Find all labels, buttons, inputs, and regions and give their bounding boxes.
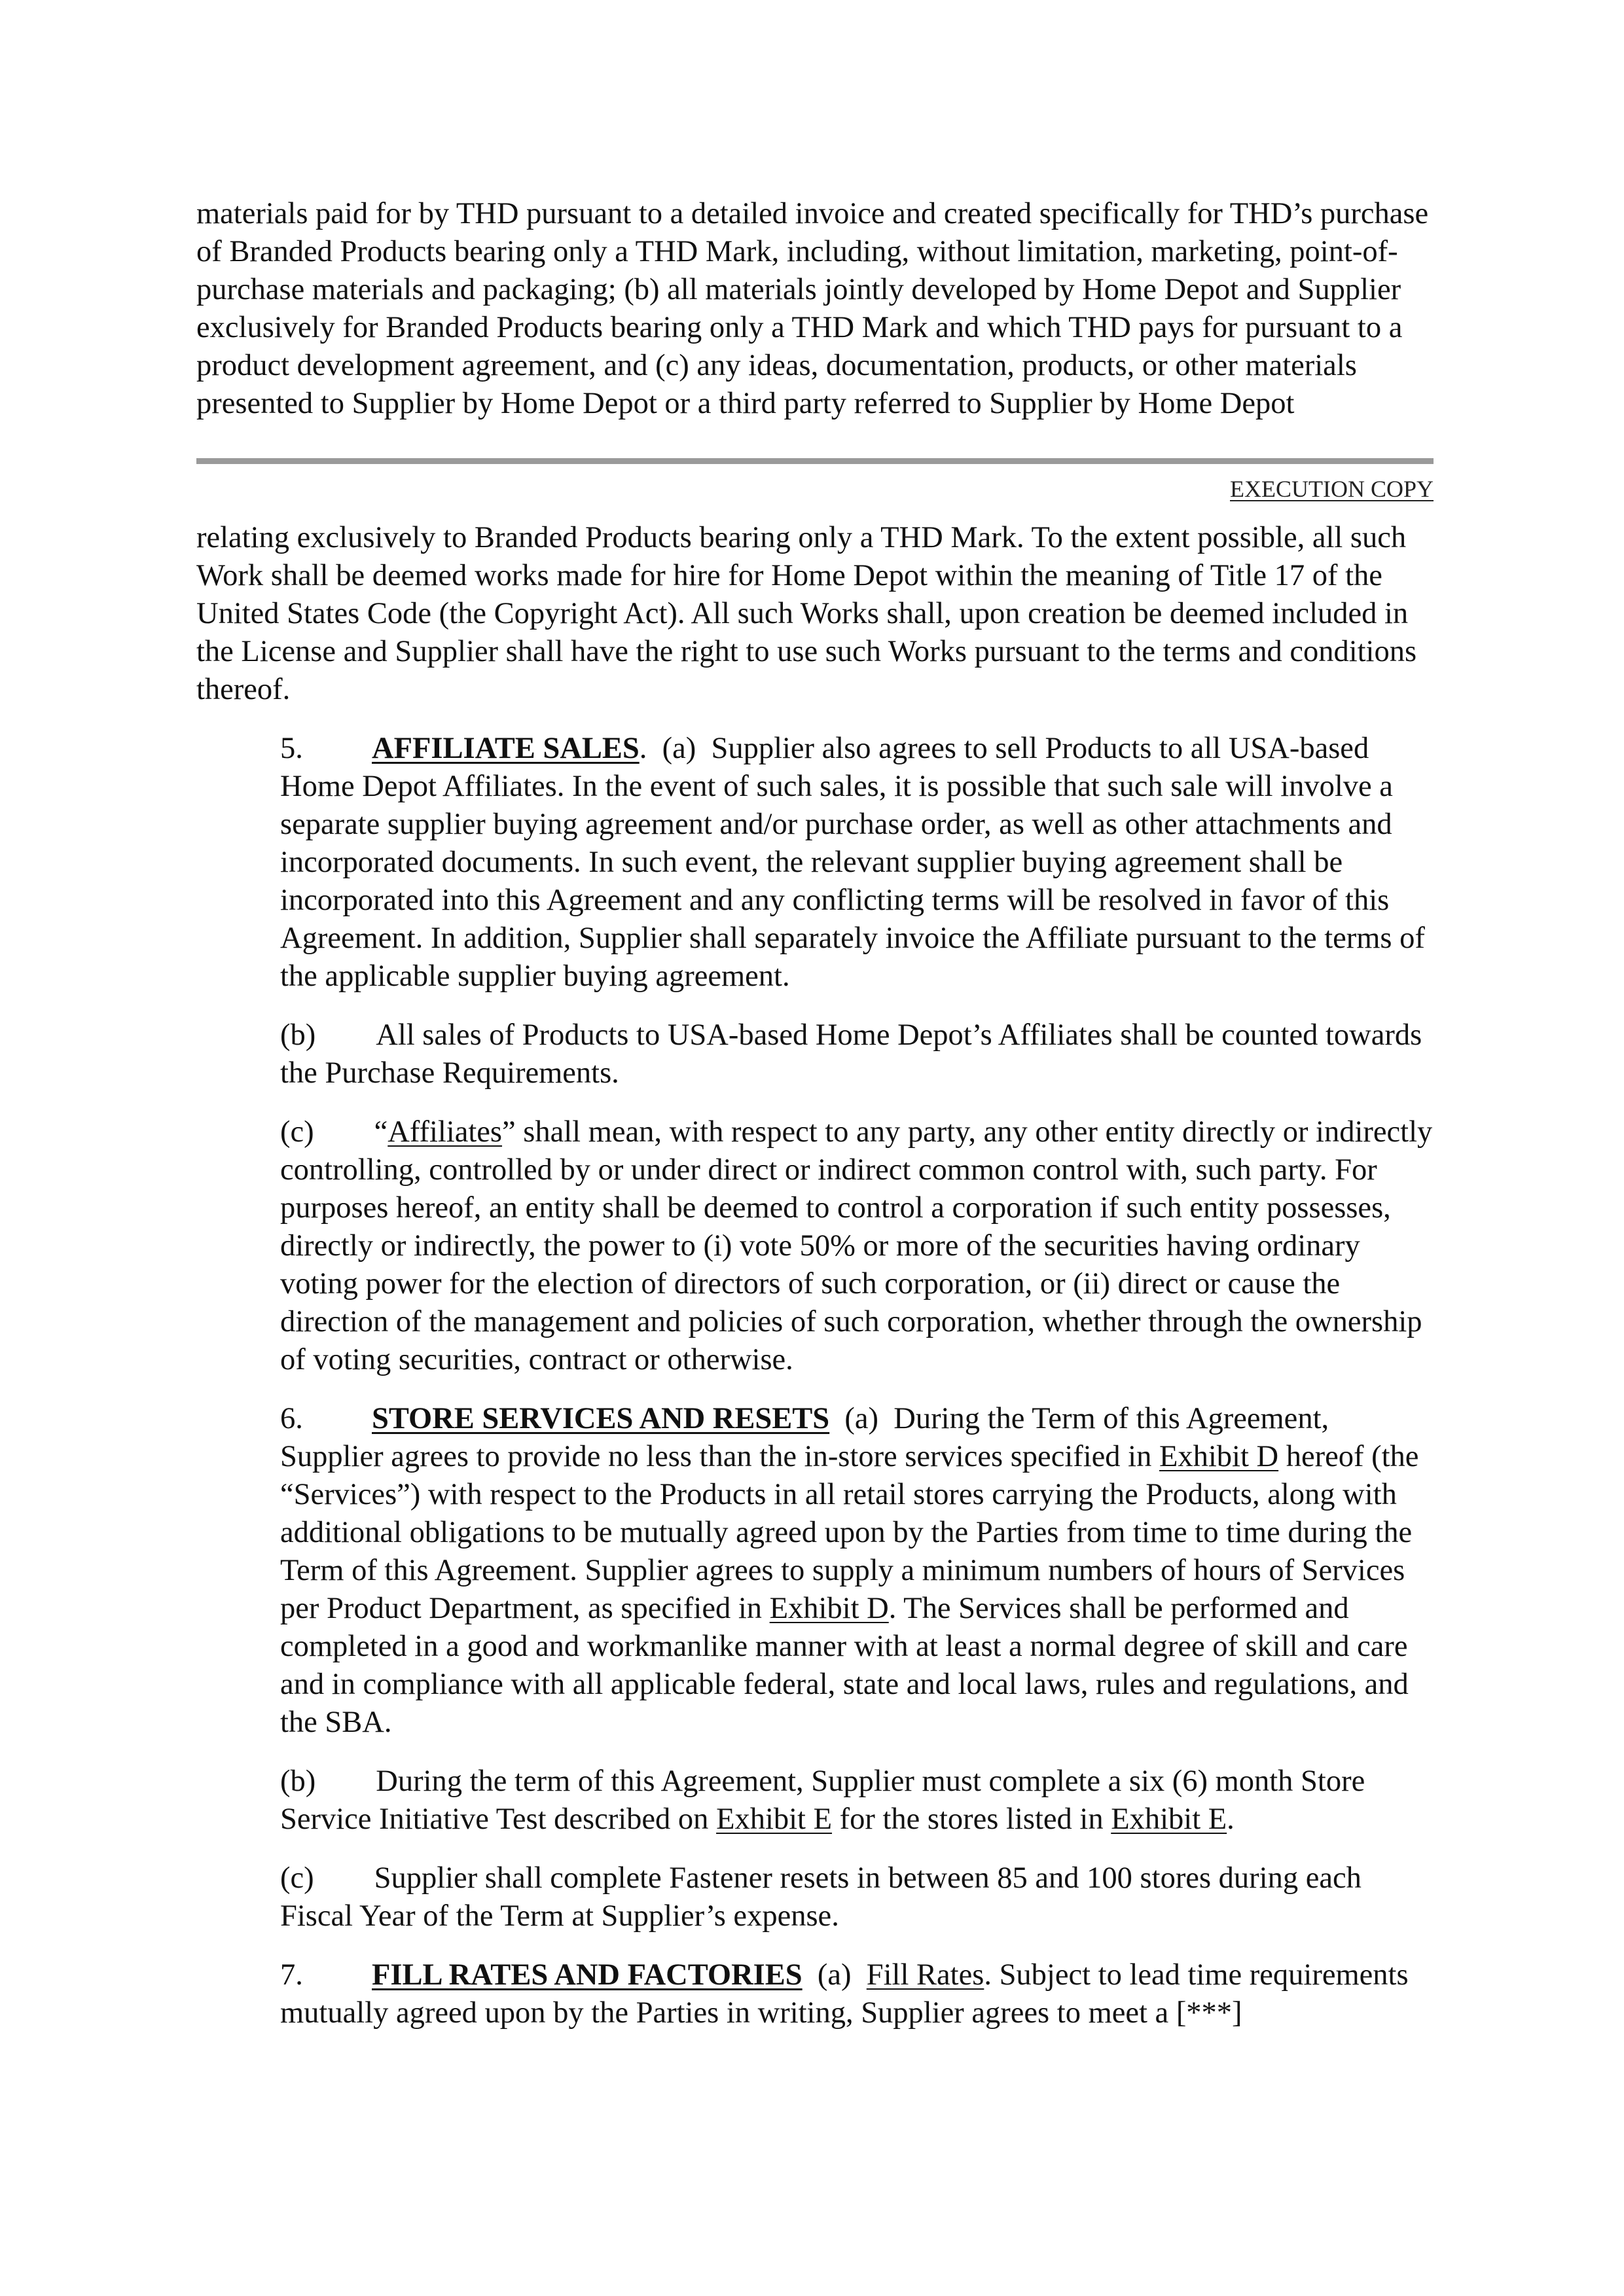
section-text: Supplier shall complete Fastener resets in between 85 and 100 stores during each Fiscal Year of the Term at Supplier’s expense. — [280, 1861, 1362, 1933]
section-text: ” shall mean, with respect to any party, any other entity directly or indirectly controlling, controlled by or under direct or indirect common control with, such party. For purposes hereof, an entity shall be deemed to control a corporation if such entity possesses, directly or indirectly, the power to (i) vote 50% or more of the securities having ordinary voting power for the election of directors of such corporation, or (ii) direct or cause the direction of the management and policies of such corporation, whether through the ownership of voting securities, contract or otherwise. — [280, 1115, 1433, 1376]
section-7-a: 7. FILL RATES AND FACTORIES (a) Fill Rates. Subject to lead time requirements mutually agreed upon by the Parties in writing, Supplier agrees to meet a [***] — [196, 1956, 1434, 2032]
section-6-a: 6. STORE SERVICES AND RESETS (a) During the Term of this Agreement, Supplier agrees to provide no less than the in-store services specified in Exhibit D hereof (the “Services”) with respect to the Products in all retail stores carrying the Products, along with additional obligations to be mutually agreed upon by the Parties from time to time during the Term of this Agreement. Supplier agrees to supply a minimum numbers of hours of Services per Product Department, as specified in Exhibit D. The Services shall be performed and completed in a good and workmanlike manner with at least a normal degree of skill and care and in compliance with all applicable federal, state and local laws, rules and regulations, and the SBA. — [196, 1400, 1434, 1742]
section-5-a: 5. AFFILIATE SALES. (a) Supplier also agrees to sell Products to all USA-based Home Depot Affiliates. In the event of such sales, it is possible that such sale will involve a separate supplier buying agreement and/or purchase order, as well as other attachments and incorporated documents. In such event, the relevant supplier buying agreement shall be incorporated into this Agreement and any conflicting terms will be resolved in favor of this Agreement. In addition, Supplier shall separately invoice the Affiliate pursuant to the terms of the applicable supplier buying agreement. — [196, 730, 1434, 996]
subsection-label: (a) — [817, 1958, 852, 1992]
exhibit-d-reference: Exhibit D — [1159, 1440, 1279, 1473]
document-page — [196, 195, 1434, 2032]
section-5-b — [196, 1016, 1434, 1092]
section-text: Supplier also agrees to sell Products to all USA-based Home Depot Affiliates. In the event of such sales, it is possible that such sale will involve a separate supplier buying agreement and/or purchase order, as well as other attachments and incorporated documents. In such event, the relevant supplier buying agreement shall be incorporated into this Agreement and any conflicting terms will be resolved in favor of this Agreement. In addition, Supplier shall separately invoice the Affiliate pursuant to the terms of the applicable supplier buying agreement. — [280, 732, 1425, 993]
section-heading: STORE SERVICES AND RESETS — [372, 1402, 830, 1435]
subsection-label: (b) — [280, 1765, 316, 1798]
section-6-b: (b) During the term of this Agreement, Supplier must complete a six (6) month Store Service Initiative Test described on Exhibit E for the stores listed in Exhibit E. — [280, 1765, 1365, 1836]
exhibit-e-reference: Exhibit E — [716, 1803, 833, 1836]
section-heading: AFFILIATE SALES — [372, 732, 640, 765]
exhibit-d-reference: Exhibit D — [769, 1592, 889, 1625]
subsection-label: (b) — [280, 1018, 316, 1052]
continuation-paragraph: relating exclusively to Branded Products bearing only a THD Mark. To the extent possible, all such Work shall be deemed works made for hire for Home Depot within the meaning of Title 17 of the United States Code (the Copyright Act). All such Works shall, upon creation be deemed included in the License and Supplier shall have the right to use such Works pursuant to the terms and conditions thereof. — [196, 521, 1417, 706]
top-paragraph: materials paid for by THD pursuant to a detailed invoice and created specifically for THD’s purchase of Branded Products bearing only a THD Mark, including, without limitation, marketing, point-of-purchase materials and packaging; (b) all materials jointly developed by Home Depot and Supplier exclusively for Branded Products bearing only a THD Mark and which THD pays for pursuant to a product development agreement, and (c) any ideas, documentation, products, or other materials presented to Supplier by Home Depot or a third party referred to Supplier by Home Depot — [196, 197, 1429, 420]
section-number: 5. — [280, 732, 303, 765]
exhibit-e-reference: Exhibit E — [1111, 1803, 1227, 1836]
section-number: 6. — [280, 1402, 303, 1435]
section-6-c — [196, 1859, 1434, 1935]
execution-copy-header: EXECUTION COPY — [1230, 476, 1434, 502]
subsection-label: (c) — [280, 1861, 314, 1895]
section-heading: FILL RATES AND FACTORIES — [372, 1958, 803, 1992]
defined-term-affiliates: Affiliates — [388, 1115, 503, 1149]
section-5-c: (c) “Affiliates” shall mean, with respect to any party, any other entity directly or indirectly controlling, controlled by or under direct or indirect common control with, such party. For purposes hereof, an entity shall be deemed to control a corporation if such entity possesses, directly or indirectly, the power to (i) vote 50% or more of the securities having ordinary voting power for the election of directors of such corporation, or (ii) direct or cause the direction of the management and policies of such corporation, whether through the ownership of voting securities, contract or otherwise. — [280, 1115, 1433, 1376]
subsection-label: (a) — [844, 1402, 879, 1435]
page-break-rule — [196, 458, 1434, 464]
subsection-label: (c) — [280, 1115, 314, 1149]
fill-rates-term: Fill Rates — [866, 1958, 984, 1992]
subsection-label: (a) — [662, 732, 696, 765]
section-text: All sales of Products to USA-based Home Depot’s Affiliates shall be counted towards the Purchase Requirements. — [280, 1018, 1422, 1090]
section-number: 7. — [280, 1958, 303, 1992]
